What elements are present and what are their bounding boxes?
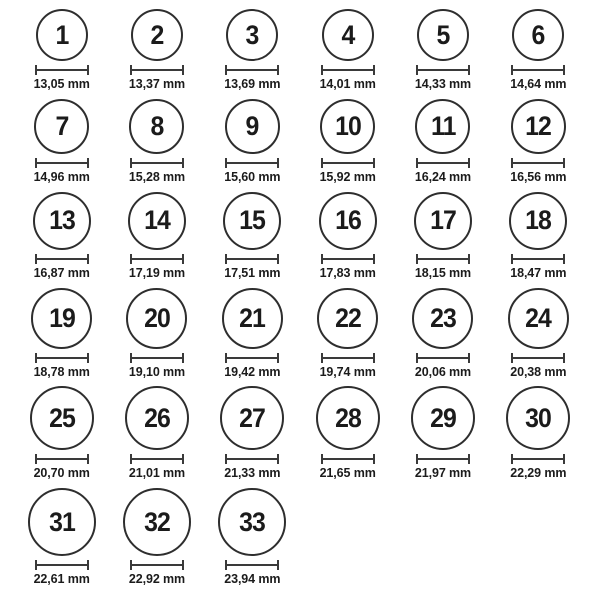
diameter-label: 13,69 mm — [224, 77, 281, 92]
ring-circle — [508, 288, 569, 349]
diameter-measure-line — [225, 560, 279, 570]
diameter-measure-line — [321, 353, 375, 363]
ring-circle — [34, 99, 89, 154]
ring-size-cell — [14, 9, 109, 91]
ring-size-cell — [14, 192, 109, 280]
ring-circle — [125, 386, 189, 450]
diameter-label: 14,01 mm — [319, 77, 376, 92]
ring-size-number: 10 — [334, 111, 361, 142]
diameter-label: 16,56 mm — [510, 170, 567, 185]
diameter-measure-line — [321, 254, 375, 264]
ring-circle — [511, 99, 566, 154]
chart-row — [14, 192, 586, 280]
ring-circle — [412, 288, 473, 349]
diameter-measure-line — [225, 353, 279, 363]
chart-row — [14, 488, 586, 586]
ring-circle — [128, 192, 186, 250]
ring-circle — [129, 99, 184, 154]
diameter-label: 17,51 mm — [224, 265, 281, 280]
diameter-label: 13,37 mm — [128, 77, 186, 92]
ring-size-number: 23 — [430, 302, 456, 333]
diameter-measure-line — [130, 454, 184, 464]
ring-size-number: 32 — [144, 506, 170, 537]
ring-circle — [320, 99, 375, 154]
diameter-measure-line — [225, 65, 279, 75]
ring-size-cell — [14, 99, 109, 184]
chart-row — [14, 99, 586, 184]
ring-size-cell — [491, 9, 586, 91]
ring-size-number: 26 — [144, 402, 170, 433]
diameter-measure-line — [130, 353, 184, 363]
ring-size-number: 11 — [430, 111, 456, 142]
diameter-label: 17,19 mm — [128, 265, 186, 280]
ring-circle — [36, 9, 88, 61]
ring-circle — [316, 386, 380, 450]
ring-size-number: 8 — [150, 111, 164, 142]
ring-size-number: 14 — [144, 205, 170, 236]
diameter-measure-line — [511, 353, 565, 363]
diameter-label: 22,29 mm — [510, 466, 567, 481]
ring-size-cell — [395, 9, 490, 91]
ring-size-cell — [109, 192, 204, 280]
ring-size-number: 28 — [334, 402, 361, 433]
diameter-measure-line — [321, 65, 375, 75]
ring-size-cell — [205, 192, 300, 280]
diameter-label: 16,24 mm — [414, 170, 472, 185]
ring-circle — [222, 288, 283, 349]
ring-circle — [218, 488, 286, 556]
ring-circle — [415, 99, 470, 154]
ring-size-number: 3 — [245, 19, 259, 50]
diameter-label: 18,15 mm — [414, 265, 472, 280]
ring-circle — [226, 9, 278, 61]
ring-size-number: 6 — [531, 19, 545, 50]
ring-size-cell — [109, 488, 204, 586]
diameter-measure-line — [416, 65, 470, 75]
ring-size-number: 24 — [525, 302, 552, 333]
diameter-label: 19,10 mm — [128, 364, 186, 379]
chart-row — [14, 9, 586, 91]
ring-size-cell — [395, 288, 490, 379]
ring-size-number: 27 — [239, 402, 266, 433]
diameter-label: 14,33 mm — [414, 77, 472, 92]
chart-row — [14, 288, 586, 379]
diameter-label: 23,94 mm — [224, 572, 281, 587]
ring-size-number: 31 — [48, 506, 75, 537]
ring-circle — [506, 386, 570, 450]
ring-size-cell — [205, 9, 300, 91]
ring-circle — [317, 288, 378, 349]
ring-size-cell — [300, 288, 395, 379]
ring-size-cell — [300, 192, 395, 280]
ring-size-cell — [491, 288, 586, 379]
diameter-measure-line — [35, 65, 89, 75]
diameter-measure-line — [511, 158, 565, 168]
ring-circle — [414, 192, 472, 250]
diameter-label: 21,01 mm — [128, 466, 186, 481]
ring-size-cell — [14, 488, 109, 586]
ring-size-cell — [205, 99, 300, 184]
ring-circle — [322, 9, 374, 61]
diameter-label: 19,74 mm — [319, 364, 376, 379]
diameter-measure-line — [225, 158, 279, 168]
diameter-label: 19,42 mm — [224, 364, 281, 379]
diameter-label: 13,05 mm — [33, 77, 90, 92]
ring-size-cell — [300, 99, 395, 184]
ring-circle — [411, 386, 475, 450]
ring-size-cell — [300, 9, 395, 91]
ring-size-number: 25 — [48, 402, 75, 433]
diameter-label: 15,60 mm — [224, 170, 281, 185]
diameter-measure-line — [35, 353, 89, 363]
ring-size-number: 4 — [341, 19, 355, 50]
ring-size-cell — [14, 386, 109, 480]
ring-circle — [417, 9, 469, 61]
diameter-measure-line — [130, 254, 184, 264]
ring-size-cell — [205, 386, 300, 480]
diameter-measure-line — [130, 158, 184, 168]
diameter-measure-line — [416, 158, 470, 168]
ring-size-number: 29 — [430, 402, 456, 433]
ring-size-number: 17 — [430, 205, 456, 236]
diameter-measure-line — [35, 454, 89, 464]
ring-circle — [509, 192, 567, 250]
ring-circle — [31, 288, 92, 349]
ring-circle — [319, 192, 377, 250]
ring-circle — [225, 99, 280, 154]
diameter-label: 20,38 mm — [510, 364, 567, 379]
ring-size-number: 18 — [525, 205, 552, 236]
diameter-label: 22,92 mm — [128, 572, 186, 587]
ring-size-number: 30 — [525, 402, 552, 433]
ring-size-cell — [109, 288, 204, 379]
diameter-label: 15,92 mm — [319, 170, 376, 185]
diameter-label: 14,96 mm — [33, 170, 90, 185]
diameter-measure-line — [130, 65, 184, 75]
diameter-measure-line — [35, 158, 89, 168]
ring-size-number: 21 — [239, 302, 266, 333]
ring-size-number: 15 — [239, 205, 266, 236]
ring-size-number: 12 — [525, 111, 552, 142]
diameter-measure-line — [130, 560, 184, 570]
ring-size-cell — [14, 288, 109, 379]
diameter-measure-line — [416, 353, 470, 363]
ring-size-number: 22 — [334, 302, 361, 333]
ring-size-cell — [491, 192, 586, 280]
diameter-label: 20,70 mm — [33, 466, 90, 481]
diameter-label: 20,06 mm — [414, 364, 472, 379]
diameter-label: 21,97 mm — [414, 466, 472, 481]
diameter-label: 16,87 mm — [33, 265, 90, 280]
ring-circle — [28, 488, 96, 556]
diameter-measure-line — [511, 254, 565, 264]
ring-size-number: 16 — [334, 205, 361, 236]
ring-size-cell — [395, 192, 490, 280]
ring-size-cell — [205, 488, 300, 586]
chart-row — [14, 386, 586, 480]
ring-size-number: 33 — [239, 506, 266, 537]
ring-circle — [512, 9, 564, 61]
diameter-label: 17,83 mm — [319, 265, 376, 280]
diameter-measure-line — [511, 454, 565, 464]
ring-circle — [223, 192, 281, 250]
ring-size-number: 9 — [245, 111, 259, 142]
diameter-measure-line — [416, 454, 470, 464]
ring-size-cell — [491, 386, 586, 480]
diameter-measure-line — [321, 158, 375, 168]
ring-circle — [126, 288, 187, 349]
diameter-label: 18,47 mm — [510, 265, 567, 280]
ring-circle — [123, 488, 191, 556]
ring-size-number: 19 — [48, 302, 75, 333]
diameter-label: 22,61 mm — [33, 572, 90, 587]
ring-circle — [30, 386, 94, 450]
ring-size-number: 20 — [144, 302, 170, 333]
ring-size-cell — [205, 288, 300, 379]
ring-circle — [131, 9, 183, 61]
ring-size-cell — [109, 9, 204, 91]
diameter-label: 14,64 mm — [510, 77, 567, 92]
diameter-measure-line — [416, 254, 470, 264]
ring-circle — [220, 386, 284, 450]
diameter-label: 15,28 mm — [128, 170, 186, 185]
ring-size-number: 2 — [150, 19, 164, 50]
diameter-measure-line — [35, 560, 89, 570]
ring-size-cell — [395, 99, 490, 184]
ring-circle — [33, 192, 91, 250]
ring-size-number: 1 — [55, 19, 69, 50]
diameter-label: 21,33 mm — [224, 466, 281, 481]
diameter-measure-line — [511, 65, 565, 75]
ring-size-number: 5 — [436, 19, 450, 50]
ring-size-cell — [395, 386, 490, 480]
diameter-measure-line — [225, 454, 279, 464]
diameter-measure-line — [225, 254, 279, 264]
ring-size-cell — [109, 99, 204, 184]
diameter-measure-line — [35, 254, 89, 264]
ring-size-number: 7 — [55, 111, 69, 142]
diameter-measure-line — [321, 454, 375, 464]
diameter-label: 21,65 mm — [319, 466, 376, 481]
ring-size-number: 13 — [48, 205, 75, 236]
ring-size-cell — [109, 386, 204, 480]
ring-size-cell — [491, 99, 586, 184]
ring-size-cell — [300, 386, 395, 480]
diameter-label: 18,78 mm — [33, 364, 90, 379]
